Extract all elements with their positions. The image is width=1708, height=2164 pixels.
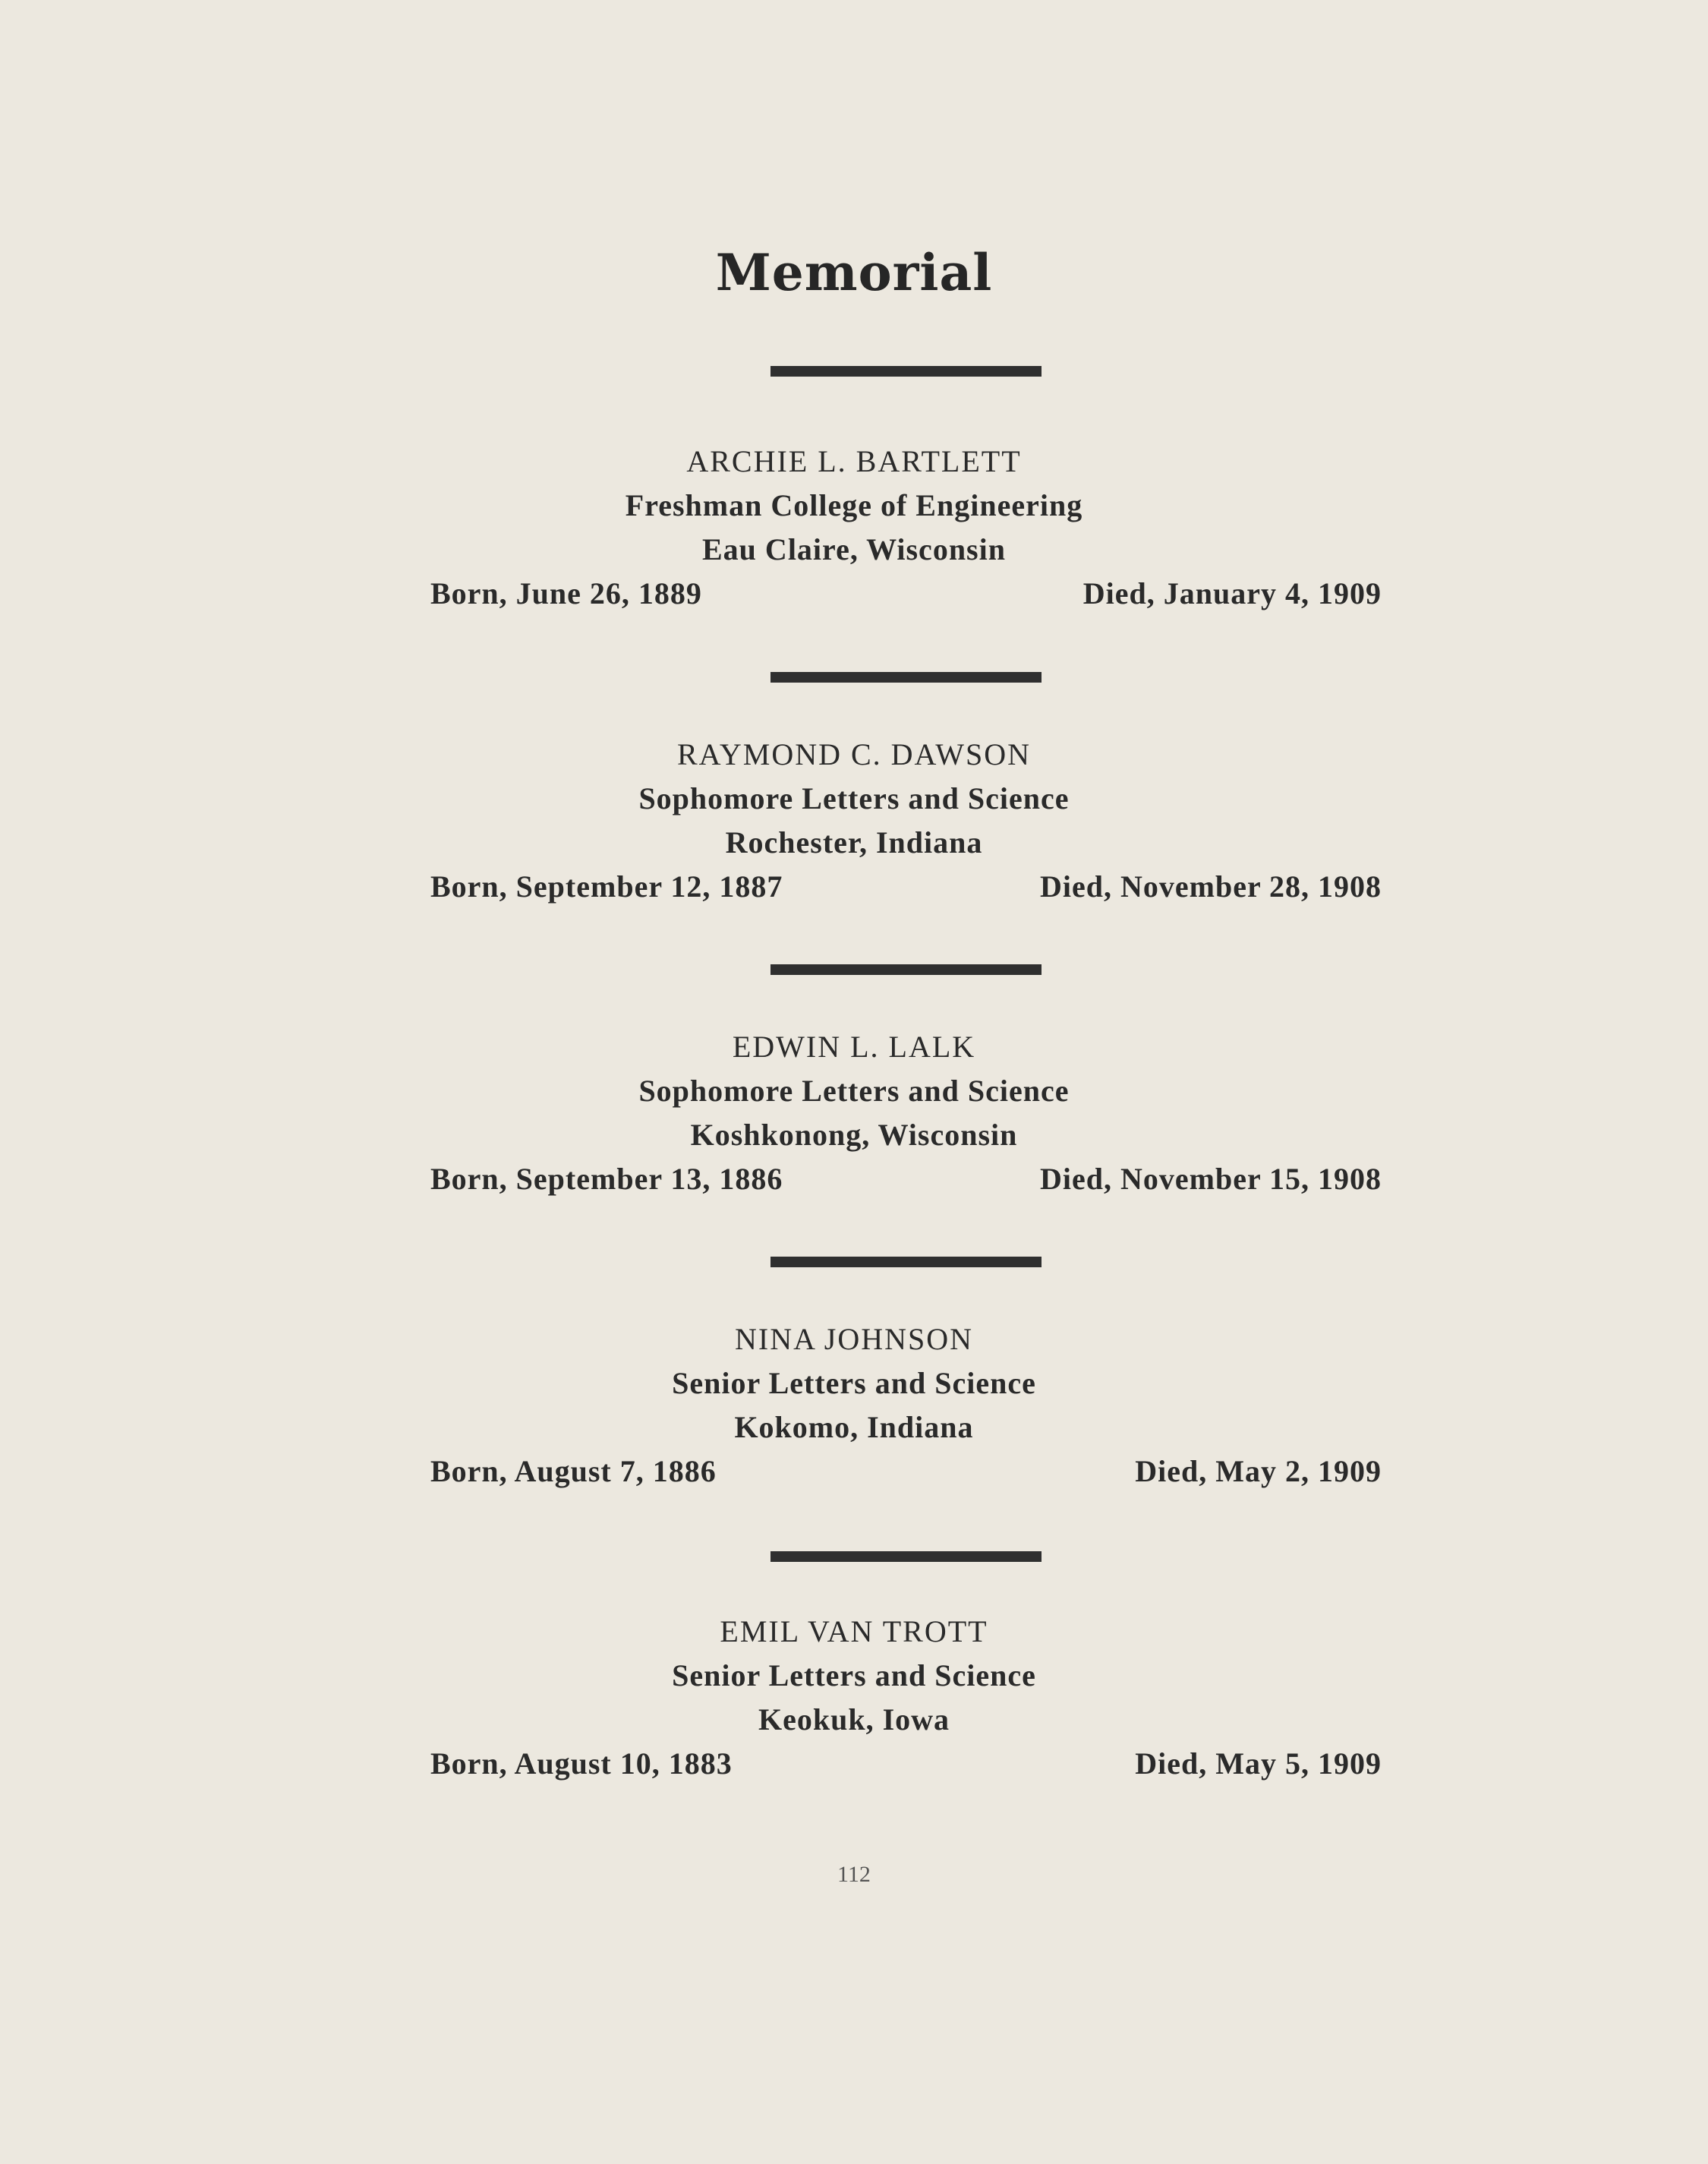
memorial-entry [0,440,1708,616]
entry-name: RAYMOND C. DAWSON [676,737,1032,771]
memorial-entry [0,1610,1708,1786]
entry-died: Died, May 2, 1909 [1135,1454,1382,1488]
entry-dates [0,572,1708,616]
page-title: Memorial [715,243,993,302]
separator-rule [770,672,1042,683]
entry-name: EDWIN L. LALK [732,1030,976,1064]
entry-hometown: Kokomo, Indiana [734,1410,974,1444]
separator-rule [770,1257,1042,1267]
entry-name: EMIL VAN TROTT [720,1614,988,1648]
entry-born: Born, September 12, 1887 [430,869,783,904]
entry-class: Sophomore Letters and Science [638,1074,1070,1108]
entry-hometown: Rochester, Indiana [725,825,983,860]
entry-died: Died, November 28, 1908 [1040,869,1382,904]
entry-born: Born, August 7, 1886 [430,1454,717,1488]
entry-hometown: Eau Claire, Wisconsin [702,532,1006,566]
entry-dates [0,865,1708,909]
separator-rule [770,1551,1042,1562]
entry-died: Died, November 15, 1908 [1040,1162,1382,1196]
entry-dates [0,1157,1708,1201]
entry-class: Senior Letters and Science [672,1366,1036,1400]
separator-rule [770,366,1042,377]
entry-born: Born, June 26, 1889 [430,576,702,610]
entry-born: Born, September 13, 1886 [430,1162,783,1196]
memorial-entry [0,733,1708,909]
page-number: 112 [837,1862,871,1887]
memorial-entry [0,1025,1708,1201]
entry-hometown: Koshkonong, Wisconsin [690,1118,1018,1152]
entry-died: Died, May 5, 1909 [1135,1746,1382,1781]
entry-died: Died, January 4, 1909 [1082,576,1382,610]
entry-class: Freshman College of Engineering [625,488,1083,522]
entry-dates [0,1742,1708,1786]
entry-dates [0,1450,1708,1494]
entry-name: ARCHIE L. BARTLETT [686,444,1022,478]
entry-born: Born, August 10, 1883 [430,1746,733,1781]
entry-class: Senior Letters and Science [672,1658,1036,1692]
entry-class: Sophomore Letters and Science [638,781,1070,815]
entry-hometown: Keokuk, Iowa [758,1702,950,1737]
entry-name: NINA JOHNSON [734,1322,974,1356]
separator-rule [770,964,1042,975]
memorial-entry [0,1317,1708,1494]
